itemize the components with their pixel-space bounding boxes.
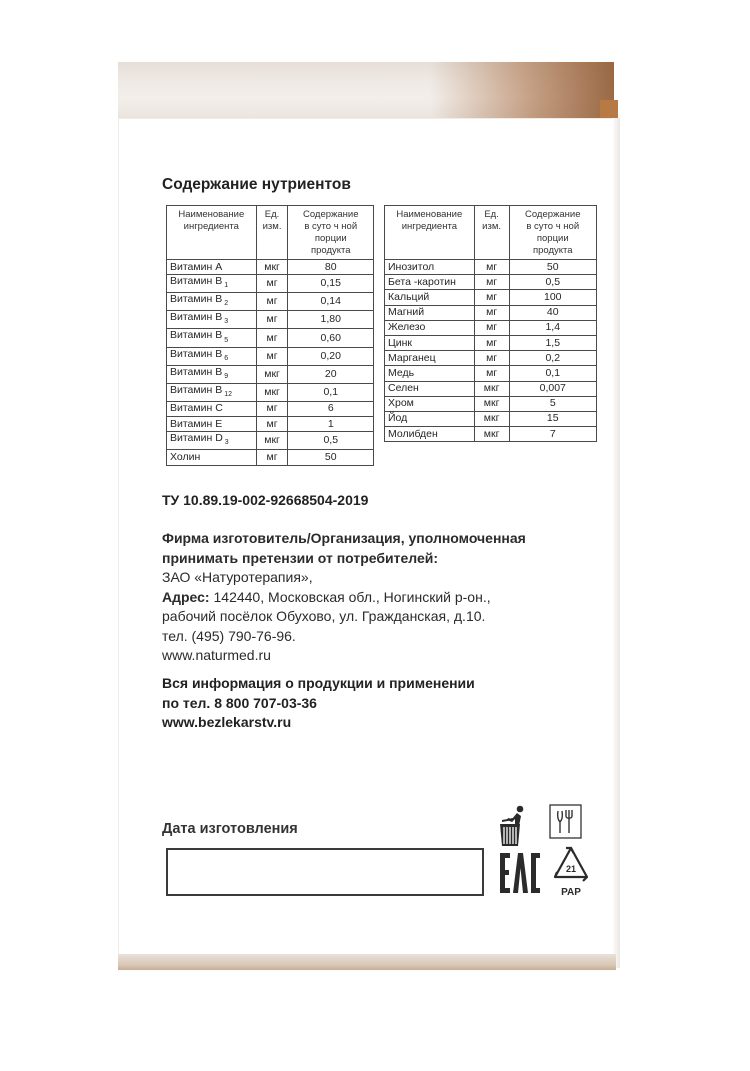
manufacturer-website: www.naturmed.ru (162, 647, 271, 663)
ingredient-value: 0,5 (288, 432, 374, 450)
ingredient-unit: мкг (256, 383, 288, 401)
ingredient-name: Витамин Е (167, 417, 257, 432)
table-row (385, 366, 597, 381)
address-text: 142440, Московская обл., Ногинский р-он., (209, 588, 491, 605)
table-row (167, 275, 374, 293)
header-name: Наименование ингредиента (385, 206, 475, 260)
table-row (167, 293, 374, 311)
ingredient-name: Витамин D $_3$ (167, 432, 257, 450)
ingredient-name: Витамин С (167, 401, 257, 416)
ingredient-unit: мкг (256, 260, 288, 275)
ingredient-value: 5 (509, 396, 597, 411)
table-row (167, 417, 374, 432)
ingredient-unit: мг (474, 260, 509, 275)
ingredient-unit: мг (256, 417, 288, 432)
table-row (385, 305, 597, 320)
ingredient-value: 0,2 (509, 351, 597, 366)
table-row (385, 381, 597, 396)
table-row (167, 311, 374, 329)
table-row (167, 365, 374, 383)
ingredient-unit: мг (256, 311, 288, 329)
production-date-box (166, 848, 484, 896)
ingredient-unit: мкг (256, 432, 288, 450)
header-content: Содержание в суто ч ной порции продукта (509, 206, 597, 260)
manufacturer-block (162, 529, 602, 666)
ingredient-name: Цинк (385, 335, 475, 350)
table-row (385, 335, 597, 350)
phone: тел. (495) 790-76-96. (162, 627, 296, 644)
tech-spec-number: ТУ 10.89.19-002-92668504-2019 (162, 492, 369, 508)
ingredient-name: Витамин В $_2$ (167, 293, 257, 311)
ingredient-unit: мг (256, 293, 288, 311)
header-unit: Ед. изм. (474, 206, 509, 260)
ingredient-value: 80 (288, 260, 374, 275)
nutrients-table-right (384, 205, 597, 442)
ingredient-name: Инозитол (385, 260, 475, 275)
ingredient-value: 1,4 (509, 320, 597, 335)
ingredient-unit: мкг (474, 411, 509, 426)
table-row (385, 275, 597, 290)
ingredient-name: Железо (385, 320, 475, 335)
company-name: ЗАО «Натуротерапия», (162, 569, 313, 585)
ingredient-name: Витамин А (167, 260, 257, 275)
ingredient-value: 0,1 (509, 366, 597, 381)
info-block (162, 674, 475, 733)
production-date-label: Дата изготовления (162, 821, 298, 837)
eac-mark-icon (498, 850, 542, 896)
ingredient-value: 6 (288, 401, 374, 416)
table-row (385, 396, 597, 411)
ingredient-unit: мг (474, 320, 509, 335)
table-row (385, 427, 597, 442)
ingredient-value: 0,007 (509, 381, 597, 396)
header-name: Наименование ингредиента (167, 206, 257, 260)
ingredient-value: 100 (509, 290, 597, 305)
ingredient-value: 0,60 (288, 329, 374, 347)
ingredient-name: Витамин В $_6$ (167, 347, 257, 365)
recycle-material: PAP (561, 887, 581, 898)
ingredient-value: 1,80 (288, 311, 374, 329)
ingredient-name: Молибден (385, 427, 475, 442)
ingredient-value: 0,15 (288, 275, 374, 293)
ingredient-value: 0,1 (288, 383, 374, 401)
ingredient-value: 0,5 (509, 275, 597, 290)
tidyman-trash-icon (496, 804, 532, 848)
ingredient-name: Магний (385, 305, 475, 320)
table-row (385, 290, 597, 305)
box-bottom-edge (118, 954, 616, 970)
ingredient-name: Витамин В $_5$ (167, 329, 257, 347)
ingredient-unit: мг (256, 275, 288, 293)
ingredient-value: 15 (509, 411, 597, 426)
header-unit: Ед. изм. (256, 206, 288, 260)
table-row (167, 347, 374, 365)
ingredient-name: Марганец (385, 351, 475, 366)
ingredient-unit: мг (474, 305, 509, 320)
ingredient-value: 1,5 (509, 335, 597, 350)
ingredient-value: 7 (509, 427, 597, 442)
table-row (167, 260, 374, 275)
table-row (167, 401, 374, 416)
box-right-edge (612, 118, 620, 968)
info-website: www.bezlekarstv.ru (162, 714, 292, 730)
ingredient-unit: мг (474, 366, 509, 381)
table-row (385, 260, 597, 275)
ingredient-value: 20 (288, 365, 374, 383)
ingredient-name: Селен (385, 381, 475, 396)
nutrients-title: Содержание нутриентов (162, 176, 351, 193)
ingredient-value: 0,14 (288, 293, 374, 311)
ingredient-name: Йод (385, 411, 475, 426)
header-content: Содержание в суто ч ной порции продукта (288, 206, 374, 260)
ingredient-name: Бета -каротин (385, 275, 475, 290)
manufacturer-heading-1: Фирма изготовитель/Организация, уполномоченная (162, 530, 526, 546)
ingredient-value: 50 (509, 260, 597, 275)
info-line-1: Вся информация о продукции и применении (162, 675, 475, 691)
table-row (167, 432, 374, 450)
ingredient-unit: мг (256, 401, 288, 416)
ingredient-name: Витамин В $_{12}$ (167, 383, 257, 401)
table-row (167, 383, 374, 401)
table-row (167, 329, 374, 347)
manufacturer-heading-2: принимать претензии от потребителей: (162, 549, 439, 566)
ingredient-value: 0,20 (288, 347, 374, 365)
ingredient-value: 50 (288, 450, 374, 465)
address-line-2: рабочий посёлок Обухово, ул. Гражданская, д.10. (162, 608, 486, 624)
table-row (167, 450, 374, 465)
ingredient-value: 1 (288, 417, 374, 432)
ingredient-unit: мкг (474, 381, 509, 396)
ingredient-unit: мг (256, 347, 288, 365)
ingredient-unit: мкг (256, 365, 288, 383)
nutrients-table-left (166, 205, 374, 466)
ingredient-unit: мг (256, 450, 288, 465)
recycle-code: 21 (565, 864, 577, 874)
ingredient-name: Медь (385, 366, 475, 381)
ingredient-unit: мг (474, 351, 509, 366)
ingredient-unit: мкг (474, 427, 509, 442)
ingredient-name: Кальций (385, 290, 475, 305)
table-row (385, 320, 597, 335)
ingredient-unit: мг (256, 329, 288, 347)
ingredient-name: Витамин В $_3$ (167, 311, 257, 329)
box-top-shadow (430, 62, 614, 122)
recycle-icon (549, 845, 593, 903)
food-safe-icon (549, 804, 583, 840)
ingredient-name: Витамин В $_1$ (167, 275, 257, 293)
ingredient-unit: мг (474, 335, 509, 350)
table-row (385, 411, 597, 426)
table-row (385, 351, 597, 366)
ingredient-name: Хром (385, 396, 475, 411)
ingredient-value: 40 (509, 305, 597, 320)
address-line-1 (162, 588, 602, 608)
address-label: Адрес: (162, 588, 210, 605)
ingredient-name: Холин (167, 450, 257, 465)
ingredient-unit: мкг (474, 396, 509, 411)
ingredient-unit: мг (474, 275, 509, 290)
info-line-2: по тел. 8 800 707-03-36 (162, 694, 317, 711)
ingredient-name: Витамин В $_9$ (167, 365, 257, 383)
ingredient-unit: мг (474, 290, 509, 305)
